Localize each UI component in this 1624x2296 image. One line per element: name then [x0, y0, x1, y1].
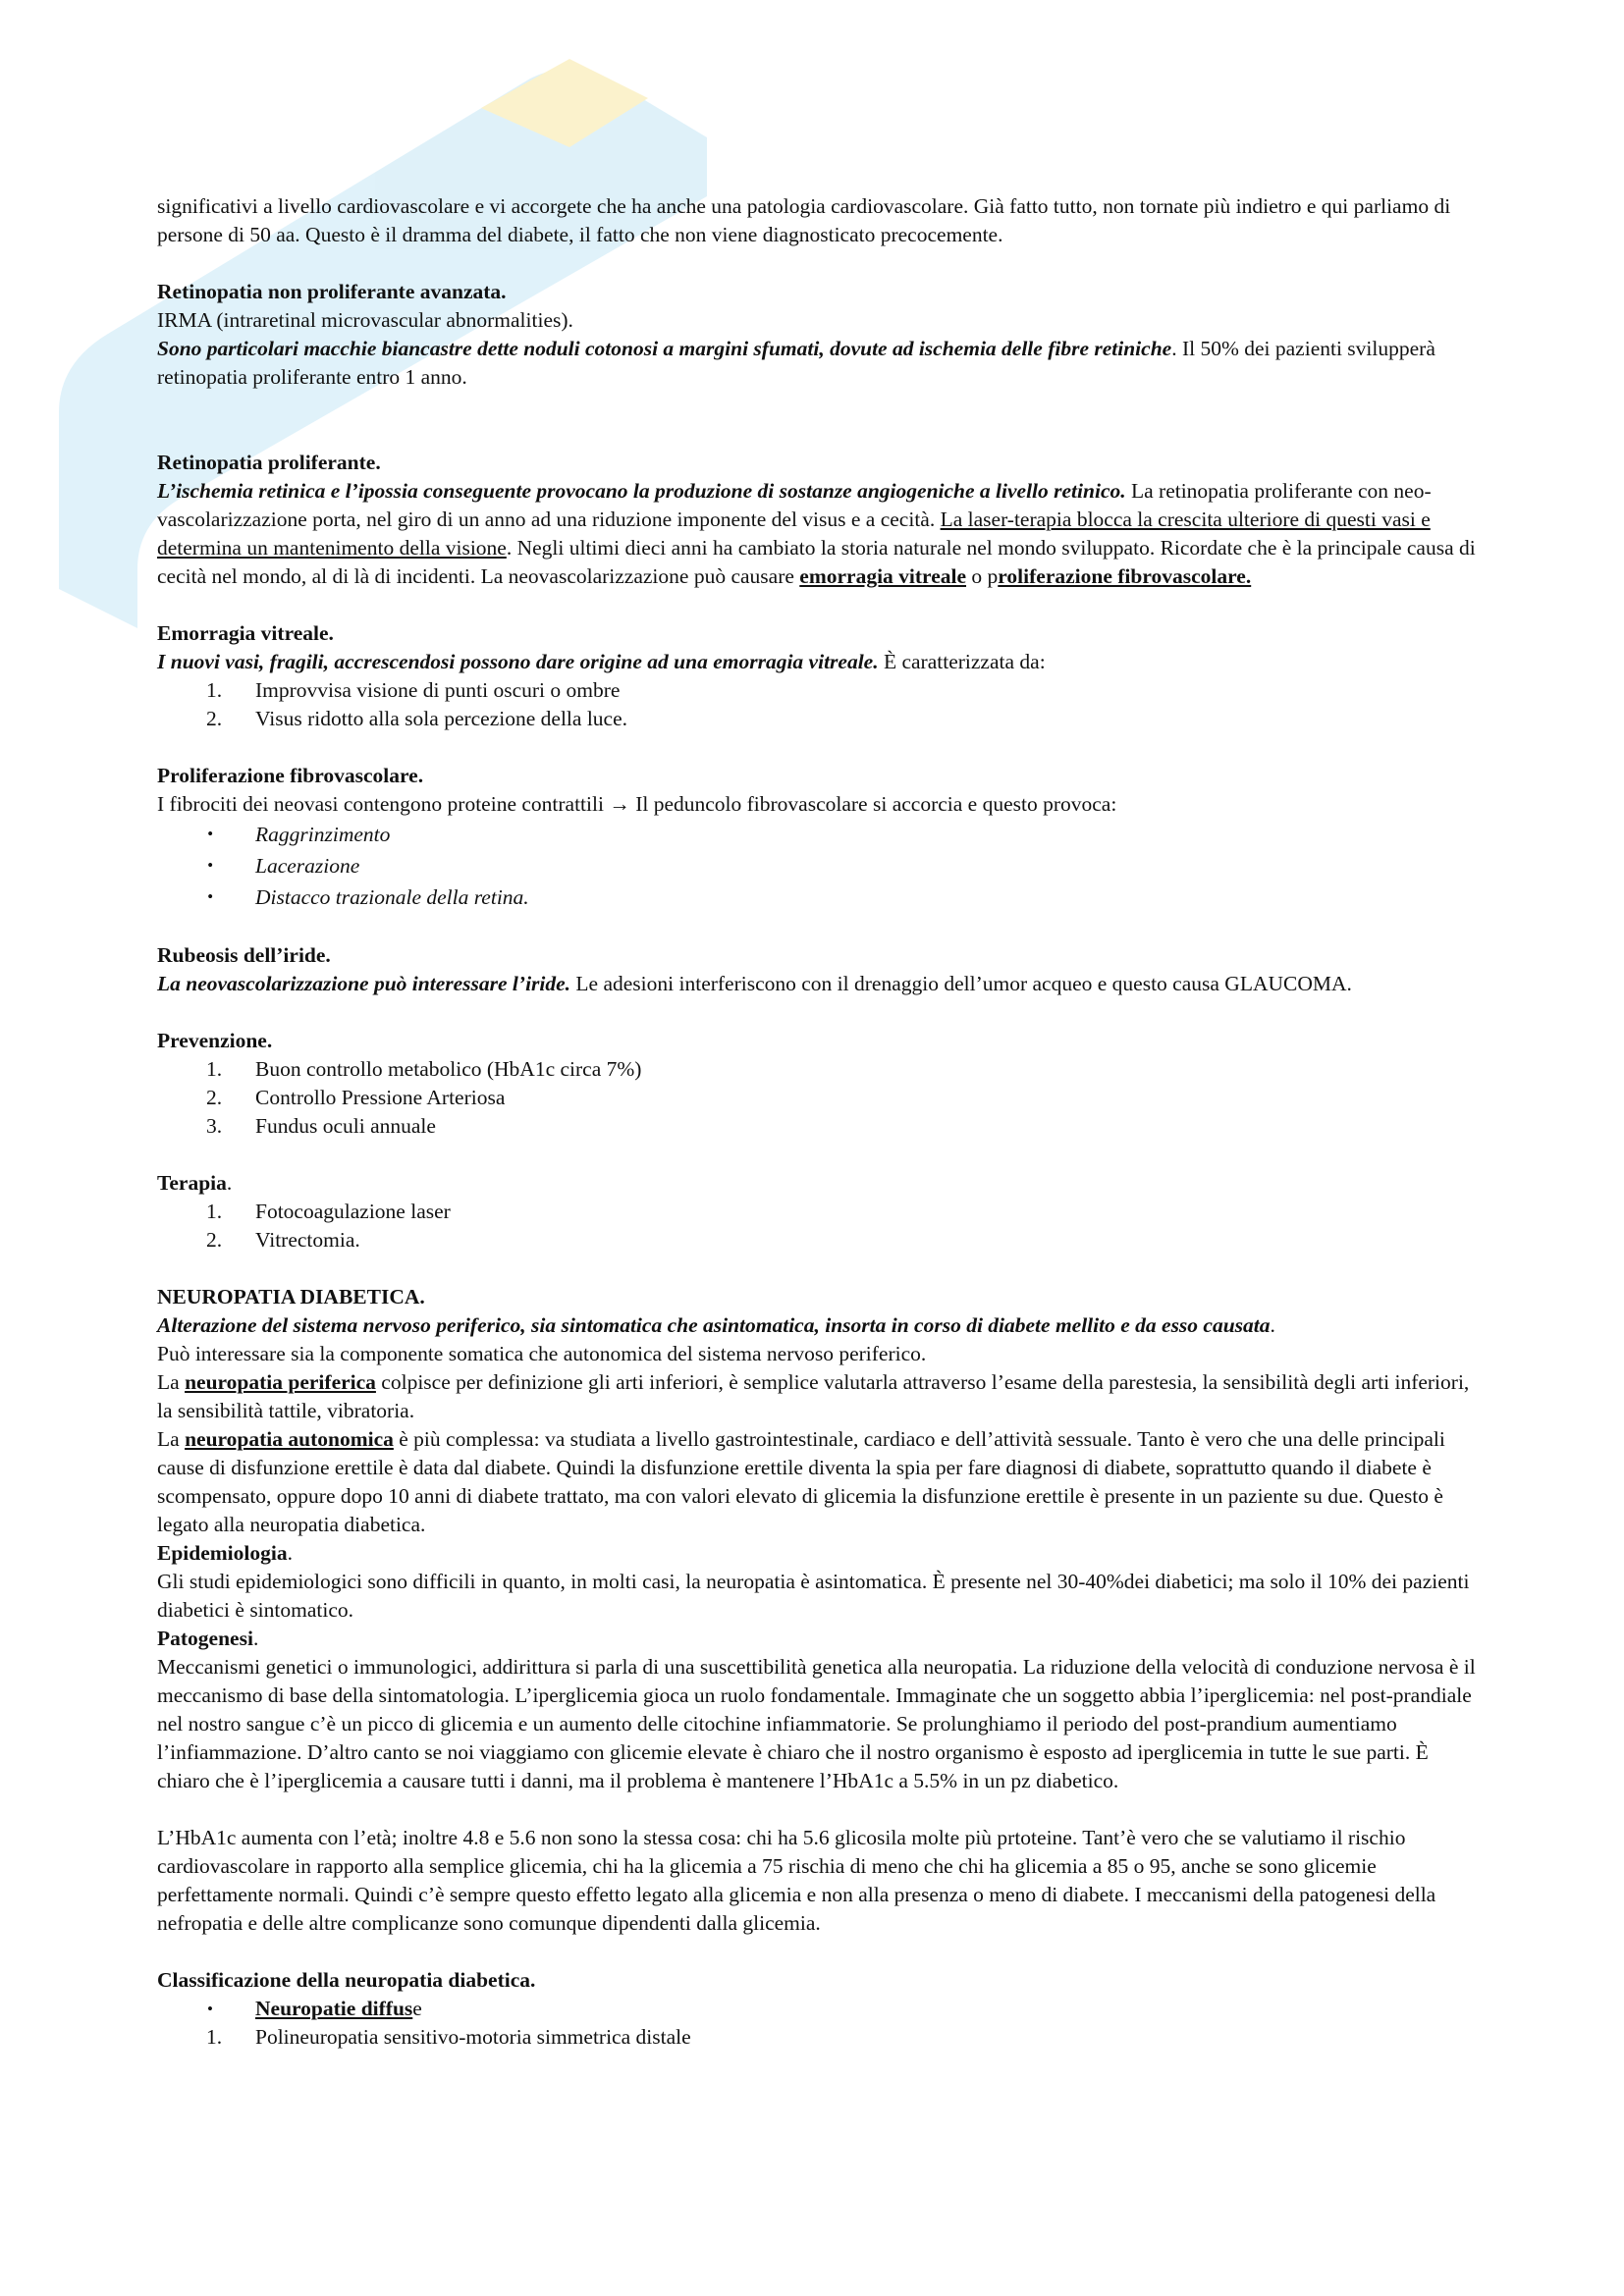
- bullet-icon: •: [207, 856, 213, 875]
- list-item: [157, 881, 1483, 913]
- paragraph: L’HbA1c aumenta con l’età; inoltre 4.8 e 5.6 non sono la stessa cosa: chi ha 5.6 glicosila molte più prtoteine. Tant’è vero che se valutiamo il rischio cardiovascolare in rapporto alla semplice glicemia, chi ha la glicemia a 75 rischia di meno che chi ha glicemia a 85 o 95, anche se sono glicemie perfettamente normali. Quindi c’è sempre questo effetto legato alla glicemia e non alla presenza o meno di diabete. I meccanismi della patogenesi della nefropatia e delle altre complicanze sono comunque dipendenti dalla glicemia.: [157, 1826, 1436, 1935]
- list-text: Buon controllo metabolico (HbA1c circa 7%): [255, 1057, 642, 1081]
- neuropatia-periferica-link[interactable]: neuropatia periferica: [185, 1370, 376, 1394]
- bullet-list: [157, 819, 1483, 913]
- paragraph: I fibrociti dei neovasi contengono proteine contrattili → Il peduncolo fibrovascolare si accorcia e questo provoca:: [157, 792, 1117, 816]
- list-item: [157, 2023, 1483, 2052]
- list-item: [157, 1112, 1483, 1141]
- list-text: Fundus oculi annuale: [255, 1114, 436, 1138]
- title-dot: .: [287, 1541, 293, 1565]
- section-title: Retinopatia non proliferante avanzata.: [157, 280, 507, 303]
- body-text: La: [157, 1427, 186, 1451]
- numbered-list: [157, 1198, 1483, 1255]
- list-item: [157, 819, 1483, 850]
- body-text: La retinopatia proliferante con neo-vascolarizzazione porta, nel giro di un anno ad una riduzione imponente del visus e a cecità.: [157, 479, 1432, 531]
- paragraph: Meccanismi genetici o immunologici, addirittura si parla di una suscettibilità genetica alla neuropatia. La riduzione della velocità di conduzione nervosa è il meccanismo di base della sintomatologia. L’iperglicemia gioca un ruolo fondamentale. Immaginate che un soggetto abbia l’iperglicemia: nel post-prandiale nel nostro sangue c’è un picco di glicemia e un aumento delle citochine infiammatorie. Se prolunghiamo il periodo del post-prandium aumentiamo l’infiammazione. D’altro canto se noi viaggiamo con glicemie elevate è chiaro che il nostro organismo è esposto ad iperglicemia in tutte le sue parti. È chiaro che è l’iperglicemia a causare tutti i danni, ma il problema è mantenere l’HbA1c a 5.5% in un pz diabetico.: [157, 1655, 1476, 1792]
- list-text: Distacco trazionale della retina.: [255, 885, 529, 909]
- title-text: Terapia: [157, 1171, 227, 1195]
- list-item: [157, 1084, 1483, 1112]
- title-dot: .: [252, 1627, 259, 1650]
- list-number: 2.: [206, 707, 223, 730]
- section-title: Rubeosis dell’iride.: [157, 943, 331, 967]
- paragraph: Può interessare sia la componente somatica che autonomica del sistema nervoso periferico.: [157, 1342, 927, 1365]
- body-text: È caratterizzata da:: [878, 650, 1046, 673]
- body-text: . Il 50% dei pazienti svilupperà retinopatia proliferante entro 1 anno.: [157, 337, 1435, 389]
- list-number: 1.: [206, 1200, 223, 1223]
- paragraph: [157, 1368, 1483, 1425]
- numbered-list: [157, 1055, 1483, 1141]
- paragraph: [157, 1311, 1483, 1340]
- section-title: [157, 1169, 1483, 1198]
- emphasis-text: Alterazione del sistema nervoso periferico, sia sintomatica che asintomatica, insorta in corso di diabete mellito e da esso causata: [157, 1313, 1271, 1337]
- list-text: Visus ridotto alla sola percezione della luce.: [255, 707, 628, 730]
- list-item: [157, 676, 1483, 705]
- document-page: [157, 192, 1483, 2052]
- emphasis-text: Sono particolari macchie biancastre dette noduli cotonosi a margini sfumati, dovute ad ischemia delle fibre retiniche: [157, 337, 1172, 360]
- body-text: .: [1270, 1313, 1275, 1337]
- body-text: La: [157, 1370, 186, 1394]
- section-classificazione: [157, 1966, 1483, 2052]
- numbered-list: [157, 676, 1483, 733]
- intro-paragraph: significativi a livello cardiovascolare e vi accorgete che ha anche una patologia cardiovascolare. Già fatto tutto, non tornate più indietro e qui parliamo di persone di 50 aa. Questo è il dramma del diabete, il fatto che non viene diagnosticato precocemente.: [157, 194, 1451, 246]
- section-title: [157, 1625, 1483, 1653]
- section-title: Emorragia vitreale.: [157, 621, 334, 645]
- section-terapia: [157, 1169, 1483, 1255]
- list-text: Controllo Pressione Arteriosa: [255, 1086, 506, 1109]
- title-text: Patogenesi: [157, 1627, 253, 1650]
- section-title: Retinopatia proliferante.: [157, 451, 381, 474]
- irma-line: IRMA (intraretinal microvascular abnormalities).: [157, 308, 573, 332]
- underlined-text: La laser-terapia blocca la crescita ulteriore di questi vasi e determina un mantenimento della visione: [157, 507, 1431, 560]
- section-title: Classificazione della neuropatia diabetica.: [157, 1968, 536, 1992]
- section-rubeosis: [157, 941, 1483, 998]
- body-text: Le adesioni interferiscono con il drenaggio dell’umor acqueo e questo causa GLAUCOMA.: [570, 972, 1352, 995]
- body-text: è più complessa: va studiata a livello gastrointestinale, cardiaco e dell’attività sessuale. Tanto è vero che una delle principali cause di disfunzione erettile è data dal diabete. Quindi la disfunzione erettile diventa la spia per fare diagnosi di diabete, soprattutto quando il diabete è scompensato, oppure dopo 10 anni di diabete trattato, ma con valori elevato di glicemia la disfunzione erettile è presente in un paziente su due. Questo è legato alla neuropatia diabetica.: [157, 1427, 1445, 1536]
- section-emorragia: [157, 619, 1483, 733]
- bullet-list: [157, 1995, 1483, 2023]
- neuropatie-diffuse-link[interactable]: Neuropatie diffus: [255, 1997, 413, 2020]
- list-item: [157, 1198, 1483, 1226]
- section-title: Proliferazione fibrovascolare.: [157, 764, 424, 787]
- section-fibrovascolare: [157, 762, 1483, 913]
- numbered-list: [157, 2023, 1483, 2052]
- title-text: Epidemiologia: [157, 1541, 288, 1565]
- proliferazione-fibrovascolare-link[interactable]: roliferazione fibrovascolare.: [998, 564, 1252, 588]
- list-item: [157, 705, 1483, 733]
- body-text: colpisce per definizione gli arti inferiori, è semplice valutarla attraverso l’esame della parestesia, la sensibilità degli arti inferiori, la sensibilità tattile, vibratoria.: [157, 1370, 1470, 1422]
- bullet-icon: •: [207, 887, 213, 906]
- list-number: 2.: [206, 1228, 223, 1252]
- list-item: [157, 850, 1483, 881]
- list-number: 2.: [206, 1086, 223, 1109]
- title-dot: .: [226, 1171, 233, 1195]
- list-text: Raggrinzimento: [255, 823, 391, 846]
- emphasis-text: La neovascolarizzazione può interessare l’iride.: [157, 972, 571, 995]
- paragraph: [157, 335, 1483, 392]
- body-text: . Negli ultimi dieci anni ha cambiato la storia naturale nel mondo sviluppato. Ricordate che è la principale causa di cecità nel mondo, al di là di incidenti. La neovascolarizzazione può causare: [157, 536, 1476, 588]
- section-title: NEUROPATIA DIABETICA.: [157, 1285, 425, 1308]
- paragraph: [157, 477, 1483, 591]
- list-number: 1.: [206, 678, 223, 702]
- bullet-icon: •: [207, 825, 213, 843]
- section-retinopatia-proliferante: [157, 449, 1483, 591]
- list-text: Fotocoagulazione laser: [255, 1200, 451, 1223]
- list-text: Lacerazione: [255, 854, 360, 878]
- list-text: Vitrectomia.: [255, 1228, 360, 1252]
- paragraph: [157, 1425, 1483, 1539]
- list-text: Polineuropatia sensitivo-motoria simmetrica distale: [255, 2025, 691, 2049]
- emorragia-vitreale-link[interactable]: emorragia vitreale: [799, 564, 967, 588]
- paragraph: [157, 648, 1483, 676]
- body-text: e: [412, 1997, 422, 2020]
- paragraph: Gli studi epidemiologici sono difficili in quanto, in molti casi, la neuropatia è asintomatica. È presente nel 30-40%dei diabetici; ma solo il 10% dei pazienti diabetici è sintomatico.: [157, 1570, 1470, 1622]
- body-text: o p: [966, 564, 999, 588]
- emphasis-text: L’ischemia retinica e l’ipossia conseguente provocano la produzione di sostanze angiogeniche a livello retinico.: [157, 479, 1126, 503]
- bullet-icon: •: [207, 2000, 213, 2018]
- list-number: 1.: [206, 2025, 223, 2049]
- section-neuropatia: [157, 1283, 1483, 1938]
- list-number: 3.: [206, 1114, 223, 1138]
- section-title: Prevenzione.: [157, 1029, 273, 1052]
- list-item: [157, 1995, 1483, 2023]
- list-number: 1.: [206, 1057, 223, 1081]
- list-item: [157, 1055, 1483, 1084]
- section-prevenzione: [157, 1027, 1483, 1141]
- emphasis-text: I nuovi vasi, fragili, accrescendosi possono dare origine ad una emorragia vitreale.: [157, 650, 879, 673]
- section-retinopatia-avanzata: [157, 278, 1483, 392]
- list-item: [157, 1226, 1483, 1255]
- neuropatia-autonomica-link[interactable]: neuropatia autonomica: [185, 1427, 394, 1451]
- list-text: Improvvisa visione di punti oscuri o ombre: [255, 678, 621, 702]
- paragraph: [157, 970, 1483, 998]
- section-title: [157, 1539, 1483, 1568]
